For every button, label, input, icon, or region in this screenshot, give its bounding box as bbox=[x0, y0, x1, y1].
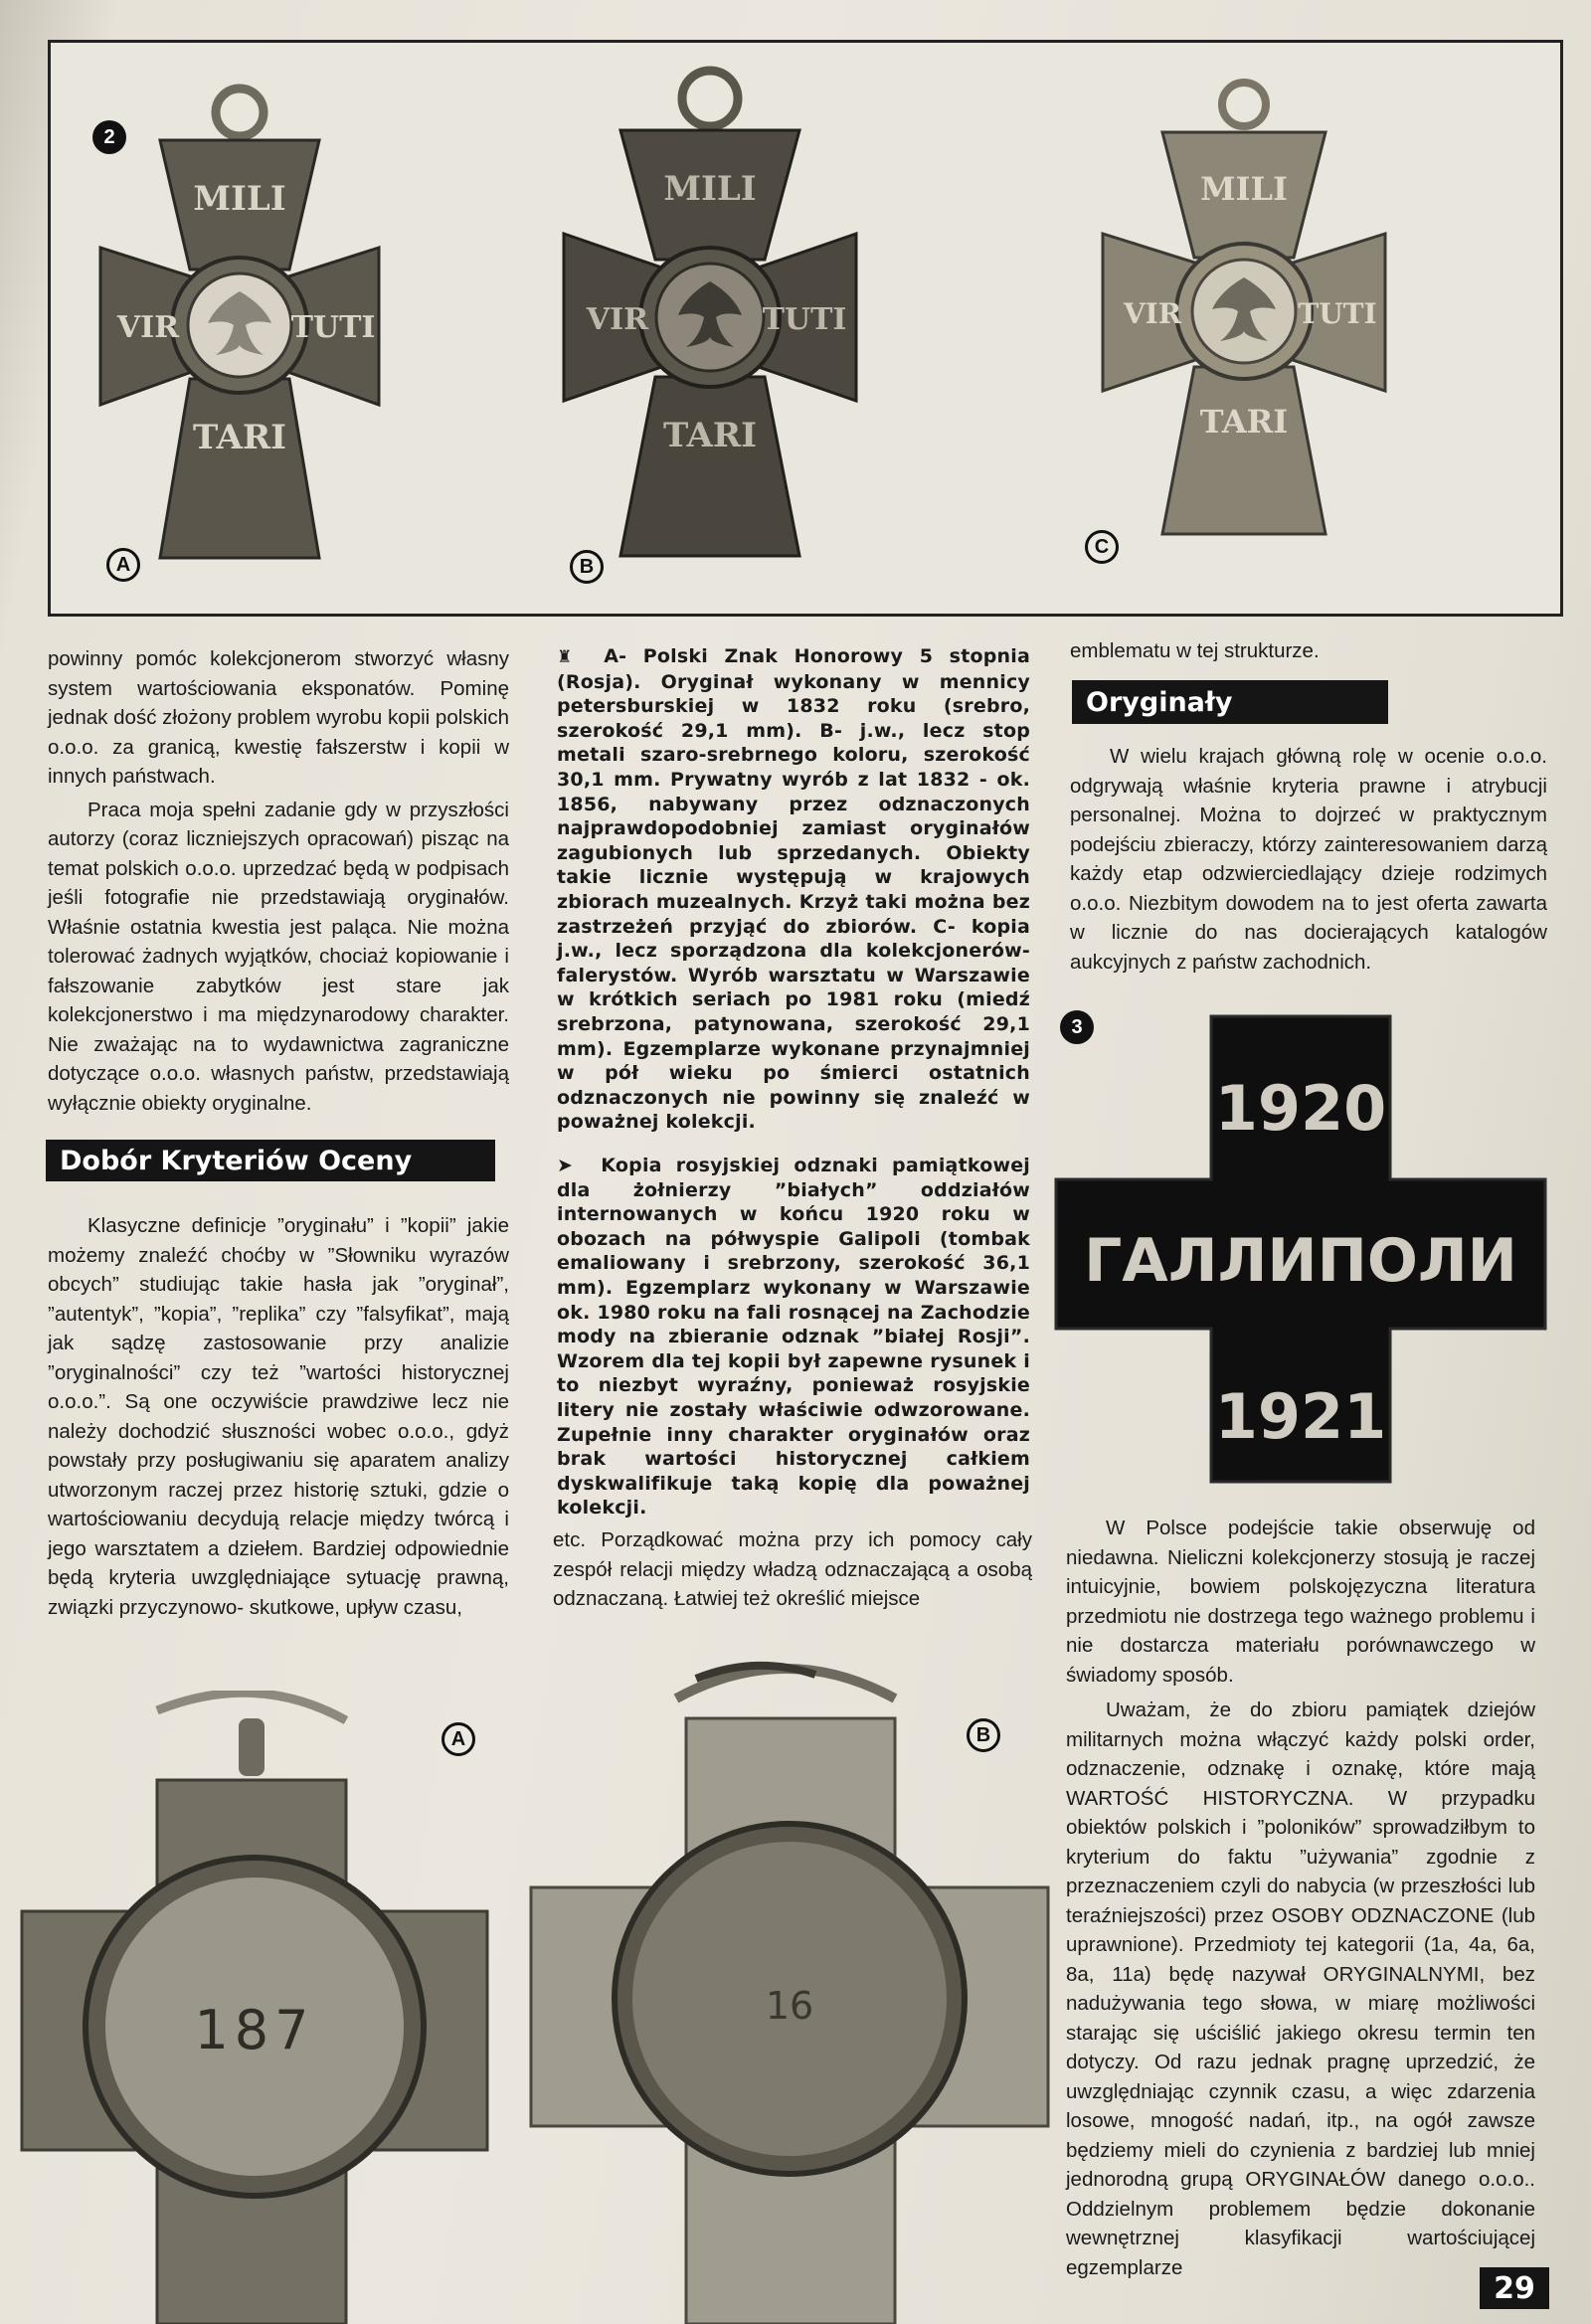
serial-number-a: 187 bbox=[194, 1999, 315, 2061]
cross-b-bottom-text: TARI bbox=[663, 416, 757, 455]
cross-a-top-text: MILI bbox=[193, 179, 286, 219]
gallipoli-year-top: 1920 bbox=[1214, 1072, 1387, 1145]
section-heading-dobor: Dobór Kryteriów Oceny bbox=[46, 1140, 495, 1181]
section-heading-oryginaly: Oryginały bbox=[1072, 680, 1388, 724]
cross-a-left-text: VIR bbox=[116, 310, 180, 345]
serial-number-b: 16 bbox=[765, 1984, 814, 2028]
arrow-pointer-icon: ➤ bbox=[557, 1155, 602, 1176]
figure-number-badge: 3 bbox=[1060, 1010, 1094, 1044]
column-1-bottom bbox=[48, 1211, 509, 1622]
cross-b-left-text: VIR bbox=[586, 302, 649, 337]
caption-figure-2 bbox=[557, 644, 1030, 1135]
cross-reverse-photo-b bbox=[527, 1659, 1052, 2324]
paragraph: etc. Porządkować można przy ich pomocy cały zespół relacji między władzą odznaczającą a osobą odznaczaną. Łatwiej też określić miejsce bbox=[553, 1528, 1032, 1610]
paragraph: W wielu krajach główną rolę w ocenie o.o.o. odgrywają właśnie kryteria prawne i atrybucji personalnej. Można to dojrzeć w praktycznym podejściu zbieraczy, którzy zainteresowaniem darzą każdy etap odzwierciedlający dzieje rodzimych o.o.o. Niezbitym dowodem na to jest oferta zawarta w licznie do nas docierających katalogów aukcyjnych z państw zachodnich. bbox=[1070, 745, 1547, 974]
paragraph: Uważam, że do zbioru pamiątek dziejów militarnych można włączyć każdy polski order, odznaczenie, odznakę i oznakę, które mają WARTOŚĆ HISTORYCZNA. W przypadku obiektów polskich i ”poloników” sprowadziłbym to kryterium do faktu ”używania” zgodnie z przeznaczeniem czyli do nabycia (w przeszłości lub teraźniejszości) przez OSOBY ODZNACZONE (lub uprawnione). Przedmioty tej kategorii (1a, 4a, 6a, 8a, 11a) będę nazywał ORYGINALNYMI, bez nadużywania tego słowa, w miarę możliwości starając się uściślić jakiego okresu termin ten dotyczy. Od razu jednak pragnę uprzedzić, że uwzględniając czynnik czasu, a więc zdarzenia losowe, mnogość nadań, itp., na ogół zawsze będziemy mieli do czynienia z bardziej lub mniej jednorodną grupą ORYGINAŁÓW danego o.o.o.. Oddzielnym problemem będzie dokonanie wewnętrznej klasyfikacji wartościującej egzemplarze bbox=[1066, 1698, 1535, 2279]
paragraph: powinny pomóc kolekcjonerom stworzyć własny system wartościowania eksponatów. Pominę jednak dość złożony problem wyrobu kopii polskich o.o.o. za granicą, kwestię fałszerstw i kopii w innych państwach. bbox=[48, 647, 509, 788]
column-3-top bbox=[1070, 636, 1547, 666]
gallipoli-inscription: ГАЛЛИПОЛИ bbox=[1084, 1226, 1517, 1296]
figure-number-badge: 2 bbox=[92, 120, 126, 154]
page-number: 29 bbox=[1480, 2267, 1549, 2309]
cross-b-right-text: TUTI bbox=[762, 302, 847, 337]
paragraph: Praca moja spełni zadanie gdy w przyszłości autorzy (coraz liczniejszych opracowań) pisząc na temat polskich o.o.o. uprzedzać będą w podpisach jeśli fotografie nie przedstawiają oryginałów. Właśnie ostatnia kwestia jest paląca. Nie można tolerować żadnych wyjątków, chociaż kopiowanie i fałszowanie zabytków jest stare jak kolekcjonerstwo i ma międzynarodowy charakter. Nie zważając na to wydawnictwa zagraniczne dotyczące o.o.o. własnych państw, przedstawiają wyłącznie obiekty oryginalne. bbox=[48, 798, 509, 1115]
column-1-top bbox=[48, 644, 509, 1118]
cross-a-bottom-text: TARI bbox=[193, 418, 286, 457]
photo-a-letter-badge: A bbox=[442, 1722, 475, 1756]
figure-2-frame bbox=[48, 40, 1563, 617]
cross-c-bottom-text: TARI bbox=[1199, 403, 1289, 441]
cross-c-letter-badge: C bbox=[1085, 530, 1119, 564]
cross-a-right-text: TUTI bbox=[290, 310, 376, 345]
cross-c-left-text: VIR bbox=[1123, 297, 1182, 330]
cross-pointer-icon: ♜ bbox=[557, 647, 605, 667]
paragraph: Klasyczne definicje ”oryginału” i ”kopii” jakie możemy znaleźć choćby w ”Słowniku wyrazów obcych” studiując takie hasła jak ”oryginał”, ”autentyk”, ”kopia”, ”replika” czy ”falsyfikat”, mają jak sądzę zastosowanie przy analizie ”oryginalności” czy też ”wartości historycznej o.o.o.”. Są one oczywiście prawdziwe lecz nie należy dochodzić słuszności wobec o.o.o., gdyż powstały przy posługiwaniu się aparatem analizy utworzonym raczej przez historię sztuki, gdzie o wartościowaniu decydują relacje między twórcą i jego warsztatem a dziełem. Bardziej odpowiednie będą kryteria uwzględniające sytuację prawną, związki przyczynowo- skutkowe, upływ czasu, bbox=[48, 1214, 509, 1619]
gallipoli-year-bottom: 1921 bbox=[1214, 1380, 1387, 1453]
gallipoli-cross bbox=[1052, 1010, 1549, 1488]
cross-a-letter-badge: A bbox=[106, 548, 140, 582]
photo-b-letter-badge: B bbox=[967, 1718, 1000, 1752]
caption-text: ♜ A- Polski Znak Honorowy 5 stopnia (Rosja). Oryginał wykonany w mennicy petersburskiej w 1832 roku (srebro, szerokość 29,1 mm). B- j.w., lecz stop metali szaro-srebrnego koloru, szerokość 30,1 mm. Prywatny wyrób z lat 1832 - ok. 1856, nabywany przez odznaczonych najprawdopodobniej zamiast oryginałów zagubionych lub sprzedanych. Obiekty takie licznie występują w krajowych zbiorach muzealnych. Krzyż taki można bez zastrzeżeń przyjąć do zbiorów. C- kopia j.w., lecz sporządzona dla kolekcjonerów- falerystów. Wyrób warsztatu w Warszawie w krótkich seriach po 1981 roku (miedź srebrzona, patynowana, szerokość 29,1 mm). Egzemplarze wykonane przynajmniej w pół wieku po śmierci ostatnich odznaczonych nie powinny się znaleźć w poważnej kolekcji. bbox=[557, 645, 1030, 1134]
column-2-text bbox=[553, 1525, 1032, 1614]
column-3-middle bbox=[1070, 742, 1547, 977]
caption-text: ➤ Kopia rosyjskiej odznaki pamiątkowej dla żołnierzy ”białych” oddziałów internowanych w końcu 1920 roku w obozach na półwyspie Galipoli (tombak emaliowany i srebrzony, szerokość 36,1 mm). Egzemplarz wykonany w Warszawie ok. 1980 roku na fali rosnącej na Zachodzie mody na zbieranie odznak ”białej Rosji”. Wzorem dla tej kopii był zapewne rysunek i to niezbyt wyraźny, ponieważ rosyjskie litery nie zostały właściwie odwzorowane. Zupełnie inny charakter oryginałów oraz brak wartości historycznej całkiem dyskwalifikuje taką kopię dla poważnej kolekcji. bbox=[557, 1155, 1030, 1520]
paragraph: emblematu w tej strukturze. bbox=[1070, 639, 1320, 662]
caption-figure-3 bbox=[557, 1154, 1030, 1520]
virtuti-cross-c bbox=[1095, 63, 1393, 580]
cross-c-right-text: TUTI bbox=[1298, 297, 1377, 330]
paragraph: W Polsce podejście takie obserwuję od niedawna. Nieliczni kolekcjonerzy stosują je raczej intuicyjnie, bowiem polskojęzyczna literatura przedmiotu nie dostrzega tego ważnego problemu i nie dostarcza materiału porównawczego w świadomy sposób. bbox=[1066, 1517, 1535, 1687]
cross-b-letter-badge: B bbox=[570, 550, 604, 584]
cross-reverse-photo-a bbox=[18, 1691, 495, 2324]
cross-c-top-text: MILI bbox=[1200, 170, 1288, 208]
column-3-bottom bbox=[1066, 1514, 1535, 2282]
virtuti-cross-a bbox=[90, 71, 389, 598]
cross-b-top-text: MILI bbox=[663, 169, 757, 209]
virtuti-cross-b bbox=[556, 49, 864, 598]
